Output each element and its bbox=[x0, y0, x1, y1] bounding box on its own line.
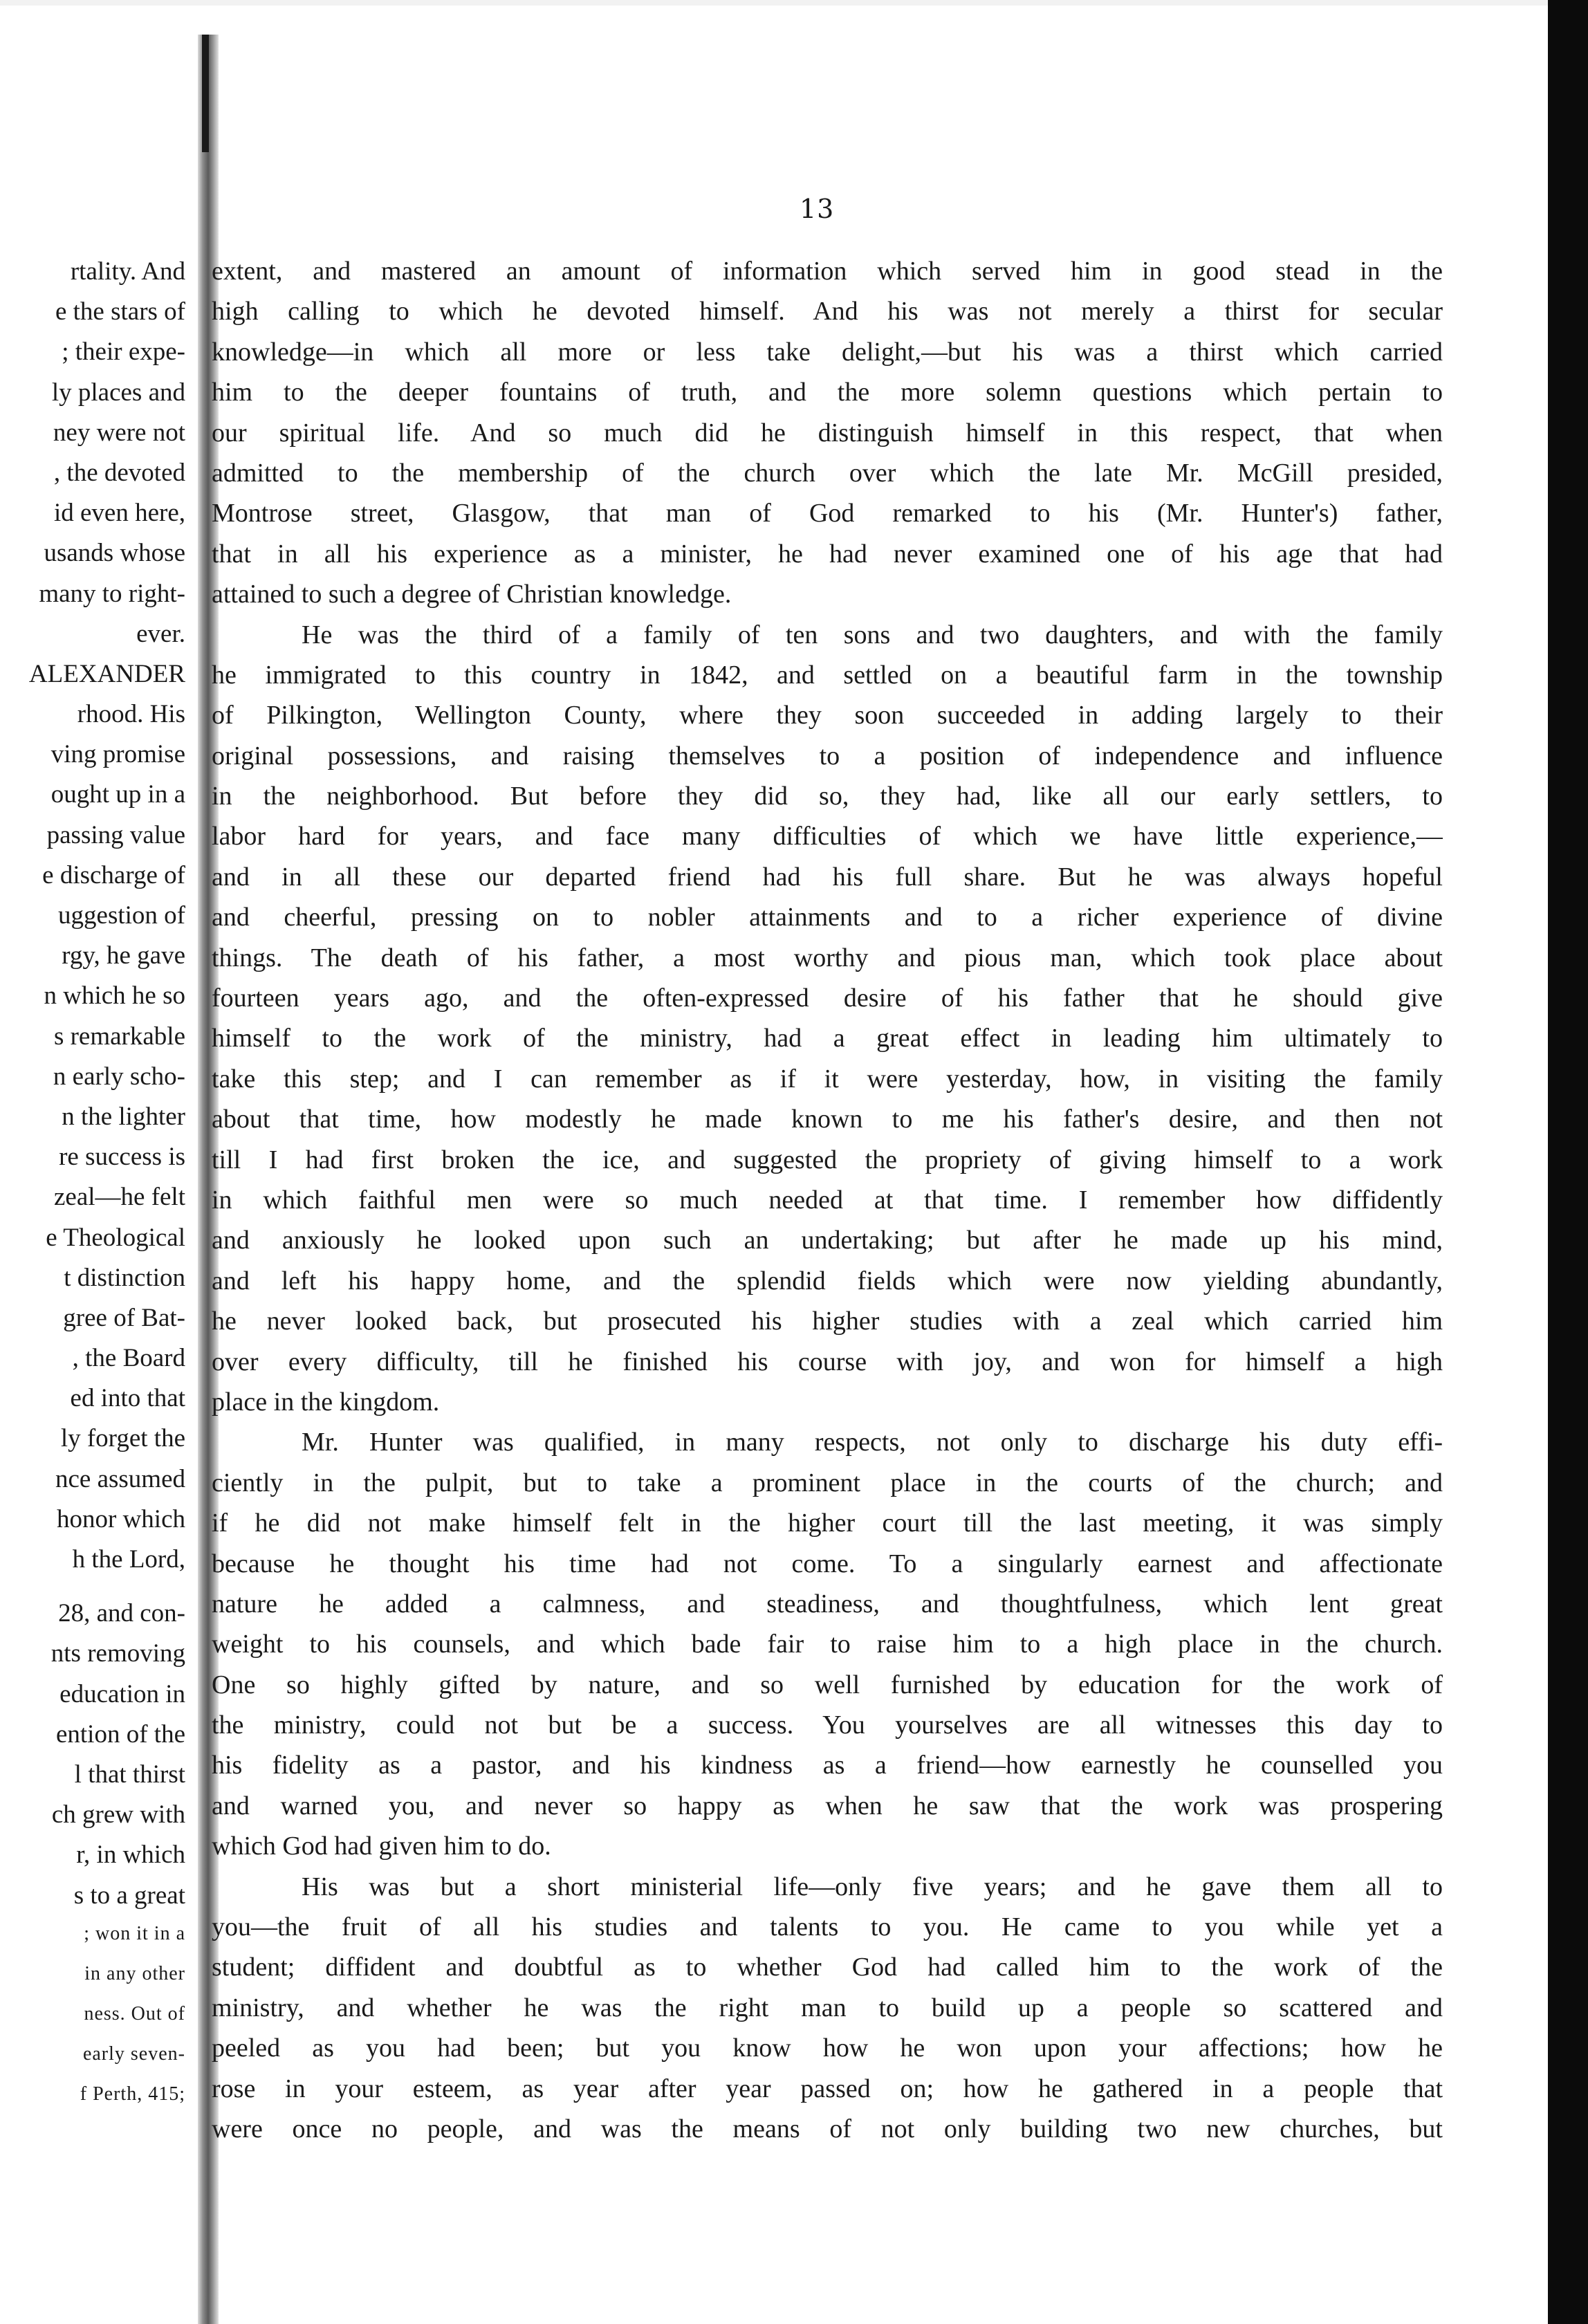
body-text-line: and anxiously he looked upon such an undertaking; but after he made up his mind, bbox=[212, 1226, 1443, 1255]
body-text-line: himself to the work of the ministry, had a great effect in leading him ultimately to bbox=[212, 1024, 1443, 1053]
facing-page-line: , the Board bbox=[72, 1344, 185, 1373]
body-text-line: if he did not make himself felt in the higher court till the last meeting, it was simply bbox=[212, 1509, 1443, 1538]
body-text-line: and warned you, and never so happy as when he saw that the work was prospering bbox=[212, 1791, 1443, 1820]
facing-page-line: , the devoted bbox=[53, 458, 185, 487]
facing-page-line: uggestion of bbox=[58, 901, 185, 930]
facing-page-line: e Theological bbox=[46, 1223, 185, 1252]
facing-page-line: t distinction bbox=[64, 1263, 185, 1292]
body-text-line: our spiritual life. And so much did he distinguish himself in this respect, that when bbox=[212, 418, 1443, 448]
body-text-line: peeled as you had been; but you know how he won upon your affections; how he bbox=[212, 2034, 1443, 2063]
gutter-shadow bbox=[202, 35, 209, 152]
body-text-line: things. The death of his father, a most worthy and pious man, which took place about bbox=[212, 943, 1443, 972]
facing-page-line: honor which bbox=[57, 1504, 185, 1533]
body-text-line: you—the fruit of all his studies and talents to you. He came to you while yet a bbox=[212, 1912, 1443, 1942]
facing-page-line: ney were not bbox=[53, 418, 185, 447]
body-text-line: in the neighborhood. But before they did so, they had, like all our early settlers, to bbox=[212, 782, 1443, 811]
facing-page-line: ving promise bbox=[50, 740, 185, 769]
facing-page-gap bbox=[0, 1580, 185, 1594]
facing-page-line: s remarkable bbox=[53, 1022, 185, 1051]
body-text-line: His was but a short ministerial life—only five years; and he gave them all to bbox=[302, 1872, 1443, 1901]
body-text-line: fourteen years ago, and the often-expressed desire of his father that he should give bbox=[212, 984, 1443, 1013]
body-text-line: about that time, how modestly he made known to me his father's desire, and then not bbox=[212, 1105, 1443, 1134]
body-text-line: take this step; and I can remember as if it were yesterday, how, in visiting the family bbox=[212, 1064, 1443, 1094]
body-text-line: that in all his experience as a minister, he had never examined one of his age that had bbox=[212, 539, 1443, 569]
facing-page-line: education in bbox=[59, 1679, 185, 1708]
facing-page-line: ch grew with bbox=[51, 1800, 185, 1829]
facing-page-line: s to a great bbox=[73, 1881, 185, 1910]
facing-page-line: ly forget the bbox=[60, 1424, 185, 1453]
main-text-column bbox=[212, 251, 1443, 2149]
facing-page-line: passing value bbox=[46, 820, 185, 849]
body-text-line: student; diffident and doubtful as to whether God had called him to the work of the bbox=[212, 1953, 1443, 1982]
body-text-line: him to the deeper fountains of truth, and the more solemn questions which pertain to bbox=[212, 378, 1443, 407]
body-text-line: high calling to which he devoted himself. And his was not merely a thirst for secular bbox=[212, 297, 1443, 326]
body-text-line: the ministry, could not but be a success. You yourselves are all witnesses this day to bbox=[212, 1710, 1443, 1740]
facing-page-line: ed into that bbox=[70, 1384, 185, 1413]
facing-page-line: rtality. And bbox=[70, 257, 185, 286]
scan-right-border bbox=[1548, 0, 1588, 2324]
body-text-line: attained to such a degree of Christian knowledge. bbox=[212, 580, 732, 609]
facing-page-line: e discharge of bbox=[42, 860, 185, 889]
body-text-line: his fidelity as a pastor, and his kindness as a friend—how earnestly he counselled you bbox=[212, 1751, 1443, 1780]
facing-page-line: usands whose bbox=[44, 539, 185, 568]
facing-page-line: n early scho- bbox=[53, 1062, 185, 1091]
facing-page-line: nts removing bbox=[50, 1639, 185, 1668]
body-text-line: extent, and mastered an amount of information which served him in good stead in the bbox=[212, 257, 1443, 286]
body-text-line: admitted to the membership of the church over which the late Mr. McGill presided, bbox=[212, 458, 1443, 488]
body-text-line: rose in your esteem, as year after year passed on; how he gathered in a people that bbox=[212, 2074, 1443, 2103]
facing-page-footnote-line: early seven- bbox=[82, 2043, 185, 2065]
facing-page-line: ought up in a bbox=[50, 780, 185, 809]
facing-page-line: ; their expe- bbox=[62, 338, 185, 367]
facing-page-line: ALEXANDER bbox=[28, 659, 185, 688]
body-text-line: original possessions, and raising themselves to a position of independence and influence bbox=[212, 741, 1443, 771]
facing-page-line: l that thirst bbox=[74, 1760, 185, 1789]
page-top-edge bbox=[0, 0, 1548, 6]
body-text-line: place in the kingdom. bbox=[212, 1387, 440, 1417]
body-text-line: because he thought his time had not come. To a singularly earnest and affectionate bbox=[212, 1549, 1443, 1578]
facing-page-line: h the Lord, bbox=[72, 1545, 185, 1574]
body-text-line: nature he added a calmness, and steadiness, and thoughtfulness, which lent great bbox=[212, 1589, 1443, 1618]
facing-page-footnote-line: f Perth, 415; bbox=[80, 2083, 185, 2105]
facing-page-line: e the stars of bbox=[55, 297, 185, 326]
body-text-line: he immigrated to this country in 1842, and settled on a beautiful farm in the township bbox=[212, 660, 1443, 690]
facing-page-line: nce assumed bbox=[55, 1464, 185, 1493]
body-text-line: were once no people, and was the means of not only building two new churches, but bbox=[212, 2114, 1443, 2143]
facing-page-line: ever. bbox=[136, 619, 185, 648]
facing-page-footnote-line: in any other bbox=[84, 1962, 185, 1984]
body-text-line: One so highly gifted by nature, and so well furnished by education for the work of bbox=[212, 1670, 1443, 1699]
body-text-line: of Pilkington, Wellington County, where they soon succeeded in adding largely to their bbox=[212, 701, 1443, 730]
body-text-line: ministry, and whether he was the right man to build up a people so scattered and bbox=[212, 1993, 1443, 2022]
page-number: 13 bbox=[800, 194, 835, 224]
body-text-line: over every difficulty, till he finished his course with joy, and won for himself a high bbox=[212, 1347, 1443, 1376]
facing-page-line: gree of Bat- bbox=[63, 1303, 185, 1332]
body-text-line: He was the third of a family of ten sons and two daughters, and with the family bbox=[302, 620, 1443, 649]
facing-page-footnote-line: ness. Out of bbox=[84, 2003, 185, 2025]
facing-page-line: rhood. His bbox=[77, 700, 185, 729]
body-text-line: Mr. Hunter was qualified, in many respects, not only to discharge his duty effi- bbox=[302, 1428, 1443, 1457]
facing-page-line: 28, and con- bbox=[58, 1599, 185, 1628]
body-text-line: weight to his counsels, and which bade fair to raise him to a high place in the church. bbox=[212, 1630, 1443, 1659]
body-text-line: ciently in the pulpit, but to take a prominent place in the courts of the church; and bbox=[212, 1468, 1443, 1497]
body-text-line: and left his happy home, and the splendid fields which were now yielding abundantly, bbox=[212, 1266, 1443, 1295]
facing-page-line: rgy, he gave bbox=[62, 941, 185, 970]
facing-page-line: id even here, bbox=[53, 499, 185, 528]
facing-page-line: n which he so bbox=[44, 981, 185, 1011]
body-text-line: in which faithful men were so much needed at that time. I remember how diffidently bbox=[212, 1185, 1443, 1215]
facing-page-line: many to right- bbox=[39, 579, 185, 608]
facing-page-line: ention of the bbox=[55, 1719, 185, 1749]
body-text-line: and cheerful, pressing on to nobler attainments and to a richer experience of divine bbox=[212, 903, 1443, 932]
body-text-line: Montrose street, Glasgow, that man of God remarked to his (Mr. Hunter's) father, bbox=[212, 499, 1443, 528]
facing-page-footnote-line: ; won it in a bbox=[84, 1922, 185, 1944]
facing-page-line: zeal—he felt bbox=[53, 1183, 185, 1212]
facing-page-line: re success is bbox=[59, 1143, 185, 1172]
body-text-line: labor hard for years, and face many difficulties of which we have little experience,— bbox=[212, 822, 1443, 851]
facing-page-line: r, in which bbox=[76, 1841, 185, 1870]
body-text-line: till I had first broken the ice, and suggested the propriety of giving himself to a work bbox=[212, 1145, 1443, 1174]
body-text-line: he never looked back, but prosecuted his higher studies with a zeal which carried him bbox=[212, 1307, 1443, 1336]
body-text-line: knowledge—in which all more or less take delight,—but his was a thirst which carried bbox=[212, 337, 1443, 367]
facing-page-line: n the lighter bbox=[62, 1102, 185, 1131]
facing-page-line: ly places and bbox=[51, 378, 185, 407]
facing-page-text-column bbox=[0, 252, 185, 2121]
body-text-line: which God had given him to do. bbox=[212, 1832, 551, 1861]
body-text-line: and in all these our departed friend had his full share. But he was always hopeful bbox=[212, 862, 1443, 892]
